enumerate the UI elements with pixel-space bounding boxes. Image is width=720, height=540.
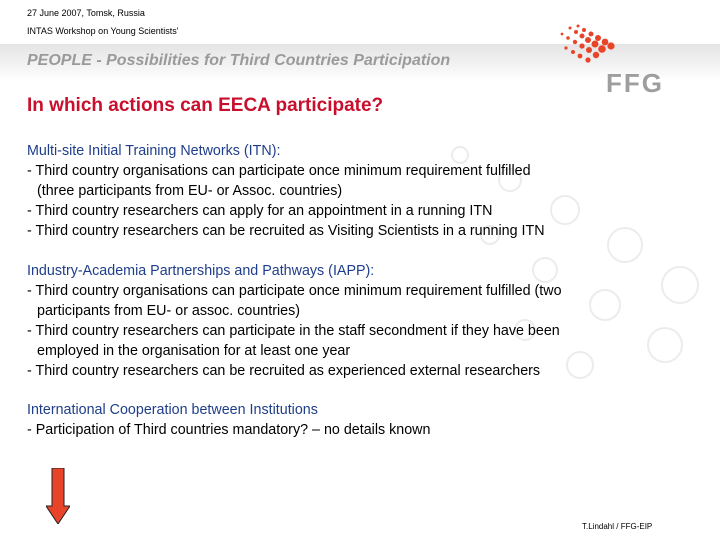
bullet-line: - Third country researchers can participate in the staff secondment if they have been [27,323,560,339]
slide-title: In which actions can EECA participate? [27,95,384,116]
down-arrow-icon [46,468,70,524]
bullet-line: - Third country researchers can be recruited as Visiting Scientists in a running ITN [27,223,545,239]
section-itn [27,141,707,241]
meta-event: INTAS Workshop on Young Scientists' [27,26,179,36]
bullet-line: - Third country organisations can participate once minimum requirement fulfilled (two [27,283,562,299]
bullet-line: - Third country organisations can participate once minimum requirement fulfilled [27,163,531,179]
slide-subtitle: PEOPLE - Possibilities for Third Countries Participation [27,52,451,69]
section-heading: Multi-site Initial Training Networks (ITN): [27,143,281,159]
bullet-line: - Third country researchers can be recruited as experienced external researchers [27,363,541,379]
bullet-line: - Participation of Third countries mandatory? – no details known [27,422,431,438]
footer-author: T.Lindahl / FFG-EIP [582,522,653,531]
ffg-logo-text: FFG [606,68,664,98]
bullet-line: - Third country researchers can apply for an appointment in a running ITN [27,203,493,219]
section-international-cooperation [27,400,707,440]
bullet-line: employed in the organisation for at least one year [37,343,351,359]
section-iapp [27,261,707,381]
section-heading: International Cooperation between Institutions [27,402,318,418]
bullet-line: participants from EU- or assoc. countries) [37,303,300,319]
meta-date-location: 27 June 2007, Tomsk, Russia [27,8,145,18]
section-heading: Industry-Academia Partnerships and Pathways (IAPP): [27,263,375,279]
bullet-line: (three participants from EU- or Assoc. countries) [37,183,343,199]
